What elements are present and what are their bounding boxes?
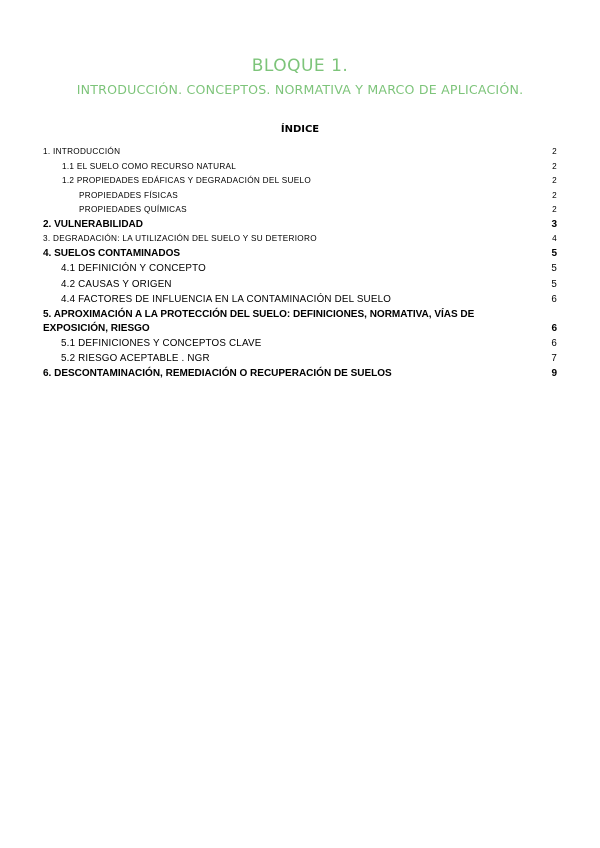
document-subtitle: INTRODUCCIÓN. CONCEPTOS. NORMATIVA Y MARCO DE APLICACIÓN.: [76, 82, 524, 97]
toc-entry[interactable]: [43, 203, 557, 218]
toc-entry-page: 5: [551, 263, 557, 274]
toc-heading: ÍNDICE: [280, 124, 320, 135]
toc-entry-label: 1. INTRODUCCIÓN: [43, 147, 121, 156]
toc-entry-label: 5. APROXIMACIÓN A LA PROTECCIÓN DEL SUELO: DEFINICIONES, NORMATIVA, VÍAS DE EXPOSICIÓN, RIESGO: [43, 308, 475, 334]
toc-entry-label: 5.2 RIESGO ACEPTABLE . NGR: [61, 353, 210, 364]
toc-entry[interactable]: [43, 218, 557, 233]
toc-entry-page: 2: [552, 147, 557, 156]
toc-entry-page: 2: [552, 205, 557, 214]
toc-entry-page: 2: [552, 190, 557, 200]
toc-entry-label: 6. DESCONTAMINACIÓN, REMEDIACIÓN O RECUPERACIÓN DE SUELOS: [43, 367, 392, 379]
toc-entry-label: 3. DEGRADACIÓN: LA UTILIZACIÓN DEL SUELO Y SU DETERIORO: [43, 234, 317, 243]
toc-entry-page: 2: [552, 161, 557, 171]
toc-entry[interactable]: [43, 174, 557, 189]
toc-entry[interactable]: [43, 232, 557, 247]
toc-entry-label: 4.4 FACTORES DE INFLUENCIA EN LA CONTAMINACIÓN DEL SUELO: [61, 294, 392, 305]
toc-entry-page: 6: [551, 337, 557, 349]
toc-entry-label: 4. SUELOS CONTAMINADOS: [43, 247, 181, 259]
toc-entry[interactable]: [43, 247, 557, 262]
toc-entry-page: 6: [551, 294, 557, 305]
toc-entry[interactable]: [43, 292, 557, 308]
toc-entry[interactable]: [43, 261, 557, 277]
toc-entry[interactable]: [43, 351, 557, 367]
toc-entry-label: 2. VULNERABILIDAD: [43, 218, 144, 230]
toc-entry-label: PROPIEDADES QUÍMICAS: [79, 205, 187, 214]
toc-entry[interactable]: [43, 160, 557, 175]
toc-entry-label: 1.1 EL SUELO COMO RECURSO NATURAL: [62, 161, 237, 171]
toc-entry-label: 4.1 DEFINICIÓN Y CONCEPTO: [61, 263, 206, 274]
toc-entry-page: 9: [551, 367, 557, 379]
toc-entry[interactable]: [43, 189, 557, 204]
toc-entry-page: 4: [552, 234, 557, 243]
toc-entry[interactable]: [43, 145, 557, 160]
toc-entry[interactable]: [43, 367, 557, 382]
toc-entry-page: 7: [551, 353, 557, 364]
toc-entry[interactable]: [43, 277, 557, 293]
toc-entry-label: 4.2 CAUSAS Y ORIGEN: [61, 278, 172, 290]
toc-entry-label: PROPIEDADES FÍSICAS: [79, 190, 178, 200]
toc-entry-page: 6: [551, 322, 557, 334]
toc-entry-page: 3: [551, 218, 557, 230]
toc-entry-label: 5.1 DEFINICIONES Y CONCEPTOS CLAVE: [61, 337, 262, 349]
toc-entry-page: 5: [551, 247, 557, 259]
toc-entry[interactable]: [43, 336, 557, 352]
toc-entry-page: 5: [551, 278, 557, 290]
toc-entry-label: 1.2 PROPIEDADES EDÁFICAS Y DEGRADACIÓN DEL SUELO: [62, 176, 312, 185]
document-title: BLOQUE 1.: [251, 56, 349, 76]
table-of-contents: [43, 145, 557, 381]
toc-entry-page: 2: [552, 176, 557, 185]
toc-entry[interactable]: [43, 308, 557, 336]
